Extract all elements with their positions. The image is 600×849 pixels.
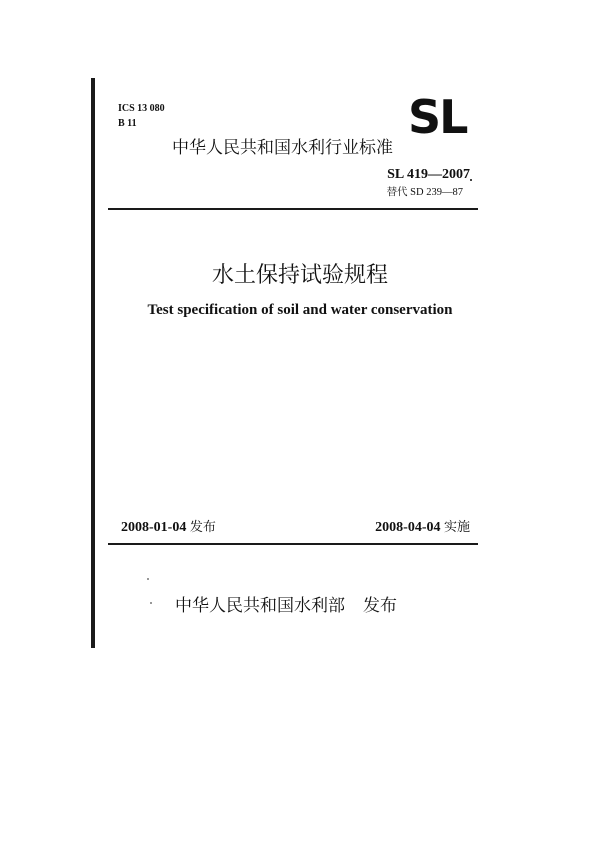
implement-date: 2008-04-04 (375, 520, 441, 535)
issue-date: 2008-01-04 (121, 520, 187, 535)
scan-mark (470, 179, 472, 181)
ics-code: ICS 13 080 (118, 103, 165, 114)
scan-speck (150, 602, 152, 604)
binding-spine-line (91, 78, 95, 648)
implement-date-line (375, 519, 470, 537)
scan-speck (147, 578, 149, 580)
publisher-name: 中华人民共和国水利部 (175, 596, 345, 616)
issue-label: 发布 (189, 520, 216, 535)
standard-category-title: 中华人民共和国水利行业标准 (172, 138, 393, 158)
standard-number: SL 419—2007 (387, 167, 470, 182)
publisher-action: 发布 (363, 596, 397, 616)
footer-divider (108, 543, 478, 545)
publisher-line (175, 595, 397, 617)
replaces-standard: 替代 SD 239—87 (386, 187, 463, 198)
document-title-english: Test specification of soil and water conservation (147, 302, 453, 318)
header-divider (108, 208, 478, 210)
issue-date-line (121, 519, 216, 537)
sl-logo: SL (408, 90, 467, 144)
document-title-chinese: 水土保持试验规程 (211, 263, 388, 288)
ccs-code: B 11 (118, 118, 137, 129)
classification-codes (118, 101, 165, 131)
implement-label: 实施 (443, 520, 470, 535)
